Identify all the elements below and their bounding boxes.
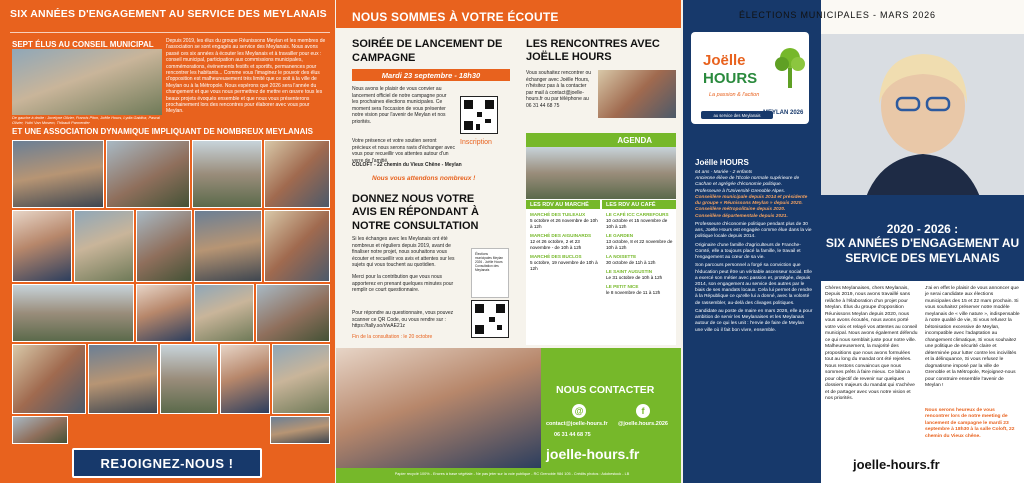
photo-14 [12,344,86,414]
photo-13 [256,284,330,342]
photo-1 [12,140,104,208]
bio-line: Originaire d'une famille d'agriculteurs de Franche-Comté, elle a toujours placé la famille, le travail et l'engagement au cœur de sa vie. [695,242,801,261]
letter-highlight [925,408,1020,440]
banner-line-1: 2020 - 2026 : [886,222,959,236]
market-dates: 12 et 26 octobre, 2 et 23 novembre - de 10h à 12h [530,238,582,250]
website-link-2[interactable]: joelle-hours.fr [853,457,940,472]
inscription-qr-code[interactable] [460,96,498,134]
cafe-item [606,254,676,266]
consultation-end: Fin de la consultation : le 20 octobre [352,334,433,340]
avis-text: Si les échanges avec les Meylanais ont été nombreux et réguliers depuis 2019, avant de finaliser notre projet, nous souhaitons vous écouter et recueillir vos avis et attentes sur les sujets qui vous touchent au quotidien. [352,236,455,268]
avis-text-3: Pour répondre au questionnaire, vous pouvez scanner ce QR Code, ou vous rendre sur : https://tally.so/r/wAE21z [352,310,454,329]
portrait-illustration [821,34,1024,214]
contact-email[interactable]: contact@joelle-hours.fr [546,421,608,427]
cafe-dates: 10 octobre et 15 novembre de 10h à 12h [606,217,668,229]
bio-line: Ancienne élève de l'École normale supérieure de Cachan et agrégée d'économie politique. [695,176,800,188]
photo-4 [264,140,330,208]
cafe-item [606,284,676,296]
panel-engagement [0,0,335,483]
photo-5 [12,210,72,282]
facebook-icon: f [636,404,650,418]
photo-16 [160,344,218,414]
contact-phone[interactable]: 06 31 44 68 75 [554,432,591,438]
avis-title: DONNEZ NOUS VOTRE AVIS EN RÉPONDANT À NOTRE CONSULTATION [352,193,479,232]
market-item [530,254,600,272]
market-list [530,212,600,272]
photo-12 [194,284,254,342]
avis-text-2: Merci pour la contribution que vous nous apporterez en prenant quelques minutes pour remplir ce court questionnaire. [352,274,454,293]
bio-line: Son parcours personnel a forgé sa conviction que l'éducation peut être un véritable ascenseur social. Elle a exercé son métier avec passion et, protégée, depuis 2014, son engagement au service des autres par le biais de ses mandats locaux. Cela lui permet de rendre à la République ce qu'elle lui a donné, avec la volonté de rassembler, au-delà des clivages politiques. [695,263,813,306]
inscription-label: Inscription [460,139,492,146]
tree-icon [773,44,807,94]
group-photo [12,49,162,115]
survey-document-thumbnail [471,248,509,298]
election-title: ÉLECTIONS MUNICIPALES - MARS 2026 [739,10,936,20]
rencontres-photo [598,70,676,118]
photo-11 [136,284,192,342]
soiree-text: Nous avons le plaisir de vous convier au lancement officiel de notre campagne pour les prochaines élections municipales. Ce moment sera l'occasion de vous présenter notre vision pour l'avenir de Meylan et nos priorités. [352,86,447,125]
letter-col-1: Chères Meylanaises, chers Meylanais, Depuis 2019, nous avons travaillé sans relâche à l'élaboration d'un projet pour Meylan. Élus du groupe d'opposition Réunissons Meylan depuis 2020, nous vous avons écoutés, nous avons porté votre voix et relayé vos attentes au conseil municipal. Nous avons également défendu ce qui nous semblait juste pour notre ville. Malheureusement, la majorité des propositions que nous avons formulées tout au long du mandat ont été rejetées. Nous restons convaincus que nous sommes prêts à faire mieux. Ce bilan a pour objectif de revenir sur quelques dossiers majeurs du mandat qui s'achève et de partager avec vous notre vision et nos priorités. [825,286,918,401]
market-name: MARCHÉ DES AIGUINARDS [530,232,592,238]
photo-6 [74,210,134,282]
contact-facebook[interactable]: @joelle.hours.2026 [618,421,668,427]
survey-document-text: Élections municipales Meylan 2026 - Joëlle Hours Consultation des Meylanais [475,252,503,272]
soiree-place: COLOFT - 22 chemin du Vieux Chêne - Meylan [352,162,462,168]
photo-19 [12,416,68,444]
logo-tagline: La passion & l'action [709,92,760,98]
panel-candidate [683,0,1024,483]
photo-8 [194,210,262,282]
photo-9 [264,210,330,282]
photo-3 [192,140,262,208]
contact-photo [336,348,541,468]
email-icon: @ [572,404,586,418]
market-name: MARCHÉ DES TUILEAUX [530,212,586,217]
candidate-portrait [821,34,1024,214]
join-us-button[interactable]: REJOIGNEZ-NOUS ! [72,448,262,478]
cafe-item [606,233,676,251]
cafe-dates: Le 31 octobre de 10h à 12h [606,274,663,280]
soiree-date: Mardi 23 septembre - 18h30 [352,69,510,81]
market-dates: 5 octobre, 19 novembre de 10h à 12h [530,259,598,271]
logo-name-last: HOURS [703,70,758,87]
photo-20 [270,416,330,444]
bio-text [695,170,813,334]
bio-line: Conseillère départementale depuis 2021. [695,213,788,219]
bio-line: Professeure d'économie politique pendant plus de 30 ans, Joëlle Hours est engagée comme élue dans la vie politique locale depuis 2014. [695,221,812,240]
photo-caption: De gauche à droite : Jocelyne Olivier, Francis Piton, Joëlle Hours, Lydia Gaidioz, Pascal Olivier, Yuthi Van Mosern, Thibault Parmentier [12,116,160,125]
council-title: SEPT ÉLUS AU CONSEIL MUNICIPAL [12,40,154,49]
photo-2 [106,140,190,208]
divider [10,32,330,33]
banner-line-2: SIX ANNÉES D'ENGAGEMENT AU SERVICE DES MEYLANAIS [825,236,1020,265]
consultation-qr-code[interactable] [471,300,509,338]
council-text: Depuis 2019, les élus du groupe Réunissons Meylan et les membres de l'association se sont engagés au service des Meylanais. Nous avons passé ces six années à écouter les Meylanais et à travailler pour eux : conseil municipal, participation aux commissions municipales, commémorations, événements festifs et sportifs, permanences pour rencontrer les habitants... Comme vous l'imaginez le pouvoir des élus d'opposition est malheureusement très limité que ce soit à la ville de Meylan ou à la Métropole. Nous espérons que 2026 sera l'année du changement et que vous nous permettrez de mettre en œuvre tous les beaux projets évoqués ensemble et que nous vous présenterons prochainement lors des rencontres pour élaborer avec vous pour Meylan. [166,38,326,115]
photo-15 [88,344,158,414]
cafe-item [606,212,676,230]
rdv-marche-heading: LES RDV AU MARCHÉ [526,200,600,209]
cafe-name: LE PETIT NICE [606,283,639,289]
agenda-label: AGENDA [526,133,676,147]
logo-band: au service des Meylanais [701,111,773,119]
photo-7 [136,210,192,282]
market-dates: 5 octobre et 26 novembre de 10h à 12h [530,217,598,229]
cafe-name: LA NOISETTE [606,253,637,259]
photo-18 [272,344,330,414]
bio-line: 64 ans - Mariée - 2 enfants [695,170,753,175]
banner-title [821,222,1024,265]
cafe-dates: 13 octobre, 8 et 22 novembre de 10h à 12h [606,238,673,250]
logo-name-first: Joëlle [703,52,746,69]
bio-line: Candidate au poste de maire en mars 2026, elle a pour ambition de servir les Meylanaises et les Meylanais autour de ce qui les unit : l'envie de faire de Meylan une ville où il fait bon vivre, ensemble. [695,308,813,333]
panel-listening [336,0,681,483]
cafe-dates: 30 octobre de 11h à 12h [606,259,656,265]
bio-line: Conseillère municipale depuis 2014 et présidente du groupe « Réunissons Meylan » depuis 2020. [695,194,808,207]
photo-17 [220,344,270,414]
panel2-heading: NOUS SOMMES À VOTRE ÉCOUTE [352,10,559,24]
cafe-name: LE SAINT AUGUSTIN [606,268,653,274]
photo-10 [12,284,134,342]
association-title: ET UNE ASSOCIATION DYNAMIQUE IMPLIQUANT DE NOMBREUX MEYLANAIS [12,127,313,136]
market-name: MARCHÉ DES BUCLOS [530,253,582,259]
bio-name: Joëlle HOURS [695,158,749,167]
cafe-item [606,269,676,281]
market-photo [526,147,676,199]
attendons-text: Nous vous attendons nombreux ! [372,175,476,182]
cafe-dates: le 8 novembre de 11 à 12h [606,289,661,295]
logo-city: MEYLAN 2026 [763,110,804,116]
meeting-invitation: Nous serons heureux de vous rencontrer lors de notre meeting de lancement de campagne le mardi 23 septembre à 18h30 à la salle Coloft, 22 chemin du Vieux chêne. [925,408,1015,439]
soiree-text-2: Votre présence et votre soutien seront précieux et nous serons ravis d'échanger avec vous pour recueillir vos attentes autour d'un verre de l'amitié. [352,138,455,164]
cafe-name: LE CAFÉ ICC CARREFOURS [606,212,669,217]
soiree-title: SOIRÉE DE LANCEMENT DE CAMPAGNE [352,38,503,64]
bio-line: Professeure à l'Université Grenoble Alpes. [695,188,786,194]
print-footer: Papier recyclé 100% - Encres à base végétale - Ne pas jeter sur la voie publique - RC Grenoble 984 105 - Crédits photos : Adobestock - LB [394,472,630,476]
cafe-name: LE GARDEN [606,232,634,238]
panel1-heading: SIX ANNÉES D'ENGAGEMENT AU SERVICE DES MEYLANAIS [10,8,327,20]
website-link[interactable]: joelle-hours.fr [546,446,640,462]
cafe-list [606,212,676,296]
market-item [530,212,600,230]
rdv-cafe-heading: LES RDV AU CAFÉ [602,200,676,209]
contact-title: NOUS CONTACTER [556,384,655,396]
bio-line: Conseillère métropolitaine depuis 2020. [695,207,786,213]
market-item [530,233,600,251]
letter-col-2: J'ai en effet le plaisir de vous annoncer que je serai candidate aux élections municipales des 15 et 22 mars prochain. Si vous souhaitez préserver notre modèle meylanais de « ville nature », indispensable à notre qualité de vie, Si vous refusez la bétonisation excessive de Meylan, incompatible avec l'adaptation au changement climatique, Si vous souhaitez une politique de sécurité claire et déterminée pour lutter contre les incivilités et la délinquance, Si vous refusez le dogmatisme imposé par la ville de Grenoble et la Métropole, Rejoignez-nous pour construire ensemble l'avenir de Meylan ! [925,286,1020,389]
rencontres-title: LES RENCONTRES AVEC JOËLLE HOURS [526,38,660,64]
rencontres-text: Vous souhaitez rencontrer ou échanger avec Joëlle Hours, n'hésitez pas à la contacter par mail à contact@joelle-hours.fr ou par téléphone au 06 31 44 68 75 [526,70,592,109]
